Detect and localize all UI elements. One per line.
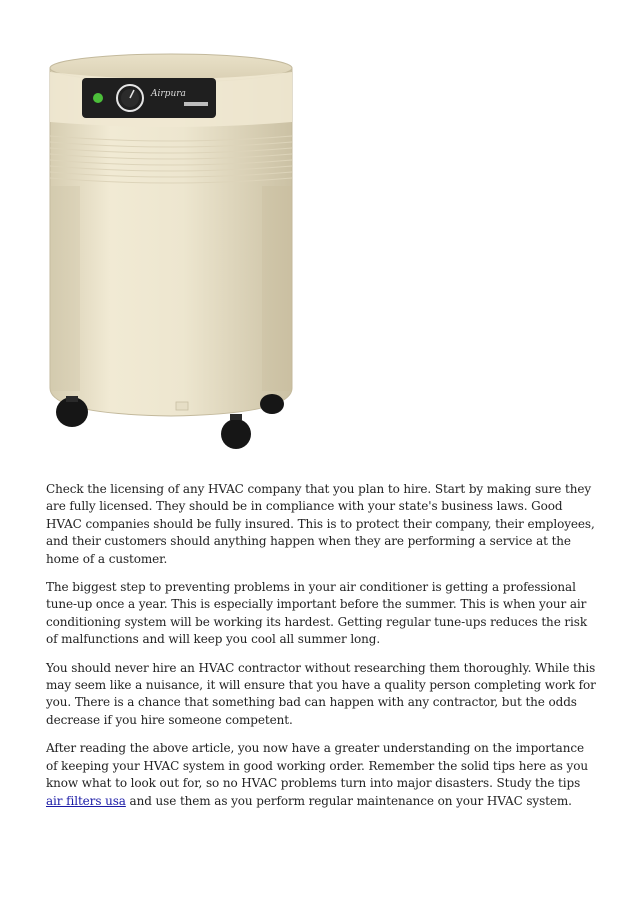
article-paragraph: The biggest step to preventing problems in your air conditioner is getting a professional tune-up once a year. This is especially important before the summer. This is when your air conditioning system will be working its hardest. Getting regular tune-ups reduces the risk of malfunctions and will keep you cool all summer long. [46,580,588,647]
power-led-icon [93,93,103,103]
brand-logo: Airpura [151,89,186,99]
paragraph-text-after-link: and use them as you perform regular maintenance on your HVAC system. [125,793,572,808]
body-shadow-right [262,186,292,391]
model-label [184,102,208,106]
caster-mount-center [230,414,242,420]
paragraph-text-before-link: After reading the above article, you now have a greater understanding on the importance of keeping your HVAC system in good working order. Remember the solid tips here as you know what to look out for, so no HVAC problems turn into major disasters. Study the tips [46,741,588,791]
caster-mount-left [66,396,78,402]
article-paragraph-final [46,740,598,810]
article-paragraph: Check the licensing of any HVAC company that you plan to hire. Start by making sure they are fully licensed. They should be in compliance with your state's business laws. Good HVAC companies should be fully insured. This is to protect their company, their employees, and their customers should anything happen when they are performing a service at the home of a customer. [46,482,595,566]
air-purifier-image [36,36,326,461]
air-filters-usa-link[interactable]: air filters usa [46,793,126,808]
wheel-front-center-icon [221,419,251,449]
article-body [46,481,598,821]
bottom-vent [176,402,188,410]
article-paragraph: You should never hire an HVAC contractor without researching them thoroughly. While this may seem like a nuisance, it will ensure that you have a quality person completing work for you. There is a chance that something bad can happen with any contractor, but the odds decrease if you hire someone competent. [46,660,596,727]
body-shadow-left [50,186,80,391]
wheel-back-right-icon [260,394,284,414]
